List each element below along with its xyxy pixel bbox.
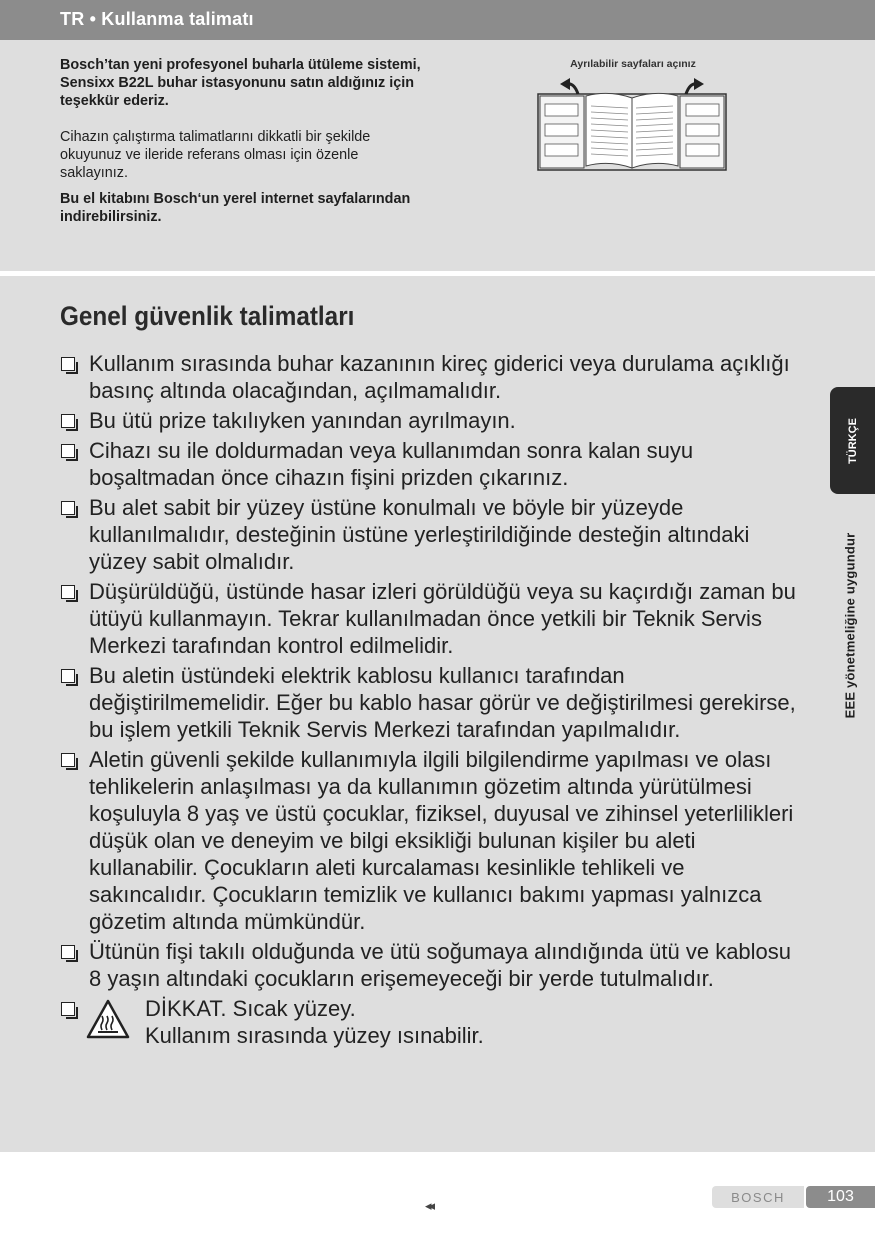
checkbox-bullet-icon bbox=[61, 357, 75, 371]
checkbox-bullet-icon bbox=[61, 669, 75, 683]
language-tab[interactable] bbox=[830, 387, 875, 494]
safety-item-text: Ütünün fişi takılı olduğunda ve ütü soğumaya alındığında ütü ve kablosu 8 yaşın altındaki çocukların erişemeyeceği bir yerde tutulmalıdır. bbox=[89, 939, 792, 991]
safety-item bbox=[60, 578, 805, 659]
eee-compliance-text: EEE yönetmeliğine uygundur bbox=[842, 532, 858, 718]
header-title: TR • Kullanma talimatı bbox=[60, 9, 254, 29]
nav-back-icon[interactable]: ◂◂ bbox=[425, 1198, 433, 1213]
section-title: Genel güvenlik talimatları bbox=[60, 301, 355, 331]
checkbox-bullet-icon bbox=[61, 501, 75, 515]
checkbox-bullet-icon bbox=[61, 753, 75, 767]
caution-item bbox=[60, 995, 805, 1049]
safety-item-text: Kullanım sırasında buhar kazanının kireç giderici veya durulama açıklığı basınç altında olacağından, açılmamalıdır. bbox=[89, 351, 790, 403]
language-tab-label: TÜRKÇE bbox=[846, 417, 859, 464]
open-book-illustration bbox=[536, 74, 728, 174]
header-bar bbox=[0, 0, 875, 40]
hot-surface-warning-icon bbox=[86, 999, 130, 1039]
book-caption: Ayrılabilir sayfaları açınız bbox=[570, 58, 696, 70]
safety-item-text: Düşürüldüğü, üstünde hasar izleri görüldüğü veya su kaçırdığı zaman bu ütüyü kullanmayın. Tekrar kullanılmadan önce yetkili bir Teknik Servis Merkezi tarafından kontrol edilmelidir. bbox=[89, 579, 796, 658]
safety-item-text: Aletin güvenli şekilde kullanımıyla ilgili bilgilendirme yapılması ve olası tehlikelerin anlaşılması ya da kullanımın gözetim altında yürütülmesi koşuluyla 8 yaş ve üstü çocuklar, fiziksel, duyusal ve zihinsel yeterlilikleri düşük olan ve deneyim ve bilgi eksikliği bulunan kişiler bu aleti kullanabilir. Çocukların aleti kurcalaması kesinlikle tehlikeli ve sakıncalıdır. Çocukların temizlik ve kullanıcı bakımı yapması yalnızca gözetim altında mümkündür. bbox=[89, 747, 794, 934]
caution-title: DİKKAT. Sıcak yüzey. bbox=[145, 996, 356, 1021]
checkbox-bullet-icon bbox=[61, 585, 75, 599]
footer-brand: BOSCH bbox=[712, 1186, 804, 1208]
checkbox-bullet-icon bbox=[61, 414, 75, 428]
safety-item-text: Bu alet sabit bir yüzey üstüne konulmalı ve böyle bir yüzeyde kullanılmalıdır, desteğinin üstüne yerleştirildiğinde desteğin altındaki yüzey sabit olmalıdır. bbox=[89, 495, 750, 574]
safety-item-text: Cihazı su ile doldurmadan veya kullanımdan sonra kalan suyu boşaltmadan önce cihazın fişini prizden çıkarınız. bbox=[89, 438, 694, 490]
safety-item-text: Bu ütü prize takılıyken yanından ayrılmayın. bbox=[89, 408, 516, 433]
checkbox-bullet-icon bbox=[61, 945, 75, 959]
safety-list bbox=[60, 350, 805, 1052]
safety-item bbox=[60, 746, 805, 935]
safety-item bbox=[60, 407, 805, 434]
safety-item bbox=[60, 437, 805, 491]
checkbox-bullet-icon bbox=[61, 1002, 75, 1016]
eee-compliance-note bbox=[830, 505, 870, 745]
safety-item-text: Bu aletin üstündeki elektrik kablosu kullanıcı tarafından değiştirilmemelidir. Eğer bu kablo hasar görür ve değiştirilmesi gerekirse, bu işlem yetkili Teknik Servis Merkezi tarafından yapılmalıdır. bbox=[89, 663, 796, 742]
safety-item bbox=[60, 938, 805, 992]
safety-item bbox=[60, 350, 805, 404]
intro-text bbox=[60, 56, 430, 226]
intro-read-note: Cihazın çalıştırma talimatlarını dikkatli bir şekilde okuyunuz ve ileride referans olması için özenle saklayınız. bbox=[60, 129, 371, 181]
page-number: 103 bbox=[806, 1186, 875, 1208]
safety-item bbox=[60, 494, 805, 575]
safety-item bbox=[60, 662, 805, 743]
caution-text: Kullanım sırasında yüzey ısınabilir. bbox=[145, 1023, 484, 1048]
checkbox-bullet-icon bbox=[61, 444, 75, 458]
intro-thanks: Bosch’tan yeni profesyonel buharla ütüleme sistemi, Sensixx B22L buhar istasyonunu satın aldığınız için teşekkür ederiz. bbox=[60, 57, 421, 109]
intro-download-note: Bu el kitabını Bosch‘un yerel internet sayfalarından indirebilirsiniz. bbox=[60, 191, 411, 225]
